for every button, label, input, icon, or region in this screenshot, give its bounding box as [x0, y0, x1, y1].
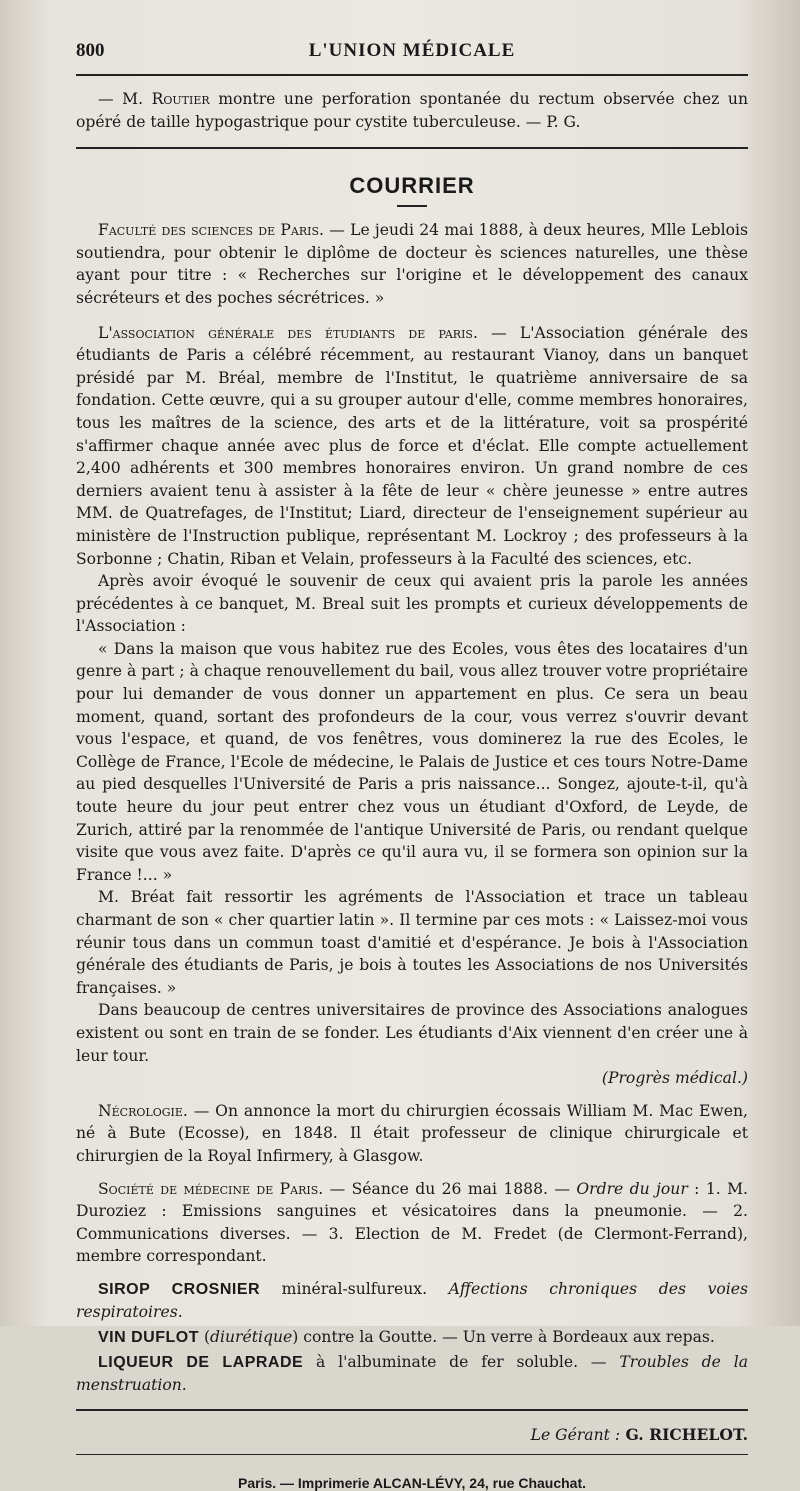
- paragraph-breal: Après avoir évoqué le souvenir de ceux qui avaient pris la parole les années précédentes à ce banquet, M. Breal suit les prompts et curieux développements de l'Association :: [76, 572, 748, 636]
- paragraph-societe: Société de médecine de Paris. — Séance du 26 mai 1888. — Ordre du jour : 1. M. Duroziez : Emissions sanguines et vésicatoires dans la pneumonie. — 2. Communications diverses. — 3. Election de M. Fredet (de Clermont-Ferrand), membre correspondant.: [76, 1179, 749, 1266]
- gerant-signature: Le Gérant : G. RICHELOT.: [530, 1424, 748, 1444]
- section-divider: [76, 147, 748, 149]
- paragraph-association: L'association générale des étudiants de paris. — L'Association générale des étudiants de Paris a célébré récemment, au restaurant Vianoy, dans un banquet présidé par M. Bréal, membre de l'Institut, le quatrième anniversaire de sa fondation. Cette œuvre, qui a su grouper autour d'elle, comme membres honoraires, tous les maîtres de la science, des arts et de la littérature, voit sa prospérité s'affirmer chaque année avec plus de force et d'éclat. Elle compte actuellement 2,400 adhérents et 300 membres honoraires environ. Un grand nombre de ces derniers avaient tenu à assister à la fête de leur « chère jeunesse » entre autres MM. de Quatrefages, de l'Institut; Liard, directeur de l'enseignement supérieur au ministère de l'Instruction publique, représentant M. Lockroy ; des professeurs à la Sorbonne ; Chatin, Riban et Velain, professeurs à la Faculté des sciences, etc.: [76, 323, 748, 568]
- paragraph-toast: M. Bréat fait ressortir les agréments de l'Association et trace un tableau charmant de son « cher quartier latin ». Il termine par ces mots : « Laissez-moi vous réunir tous dans un commun toast d'amitié et d'espérance. Je bois à l'Association générale des étudiants de Paris, je bois à toutes les Associations de nos Universités françaises. »: [76, 888, 748, 997]
- paragraph-faculte: Faculté des sciences de Paris. — Le jeudi 24 mai 1888, à deux heures, Mlle Leblois soutiendra, pour obtenir le diplôme de docteur ès sciences naturelles, une thèse ayant pour titre : « Recherches sur l'origine et le développement des canaux sécréteurs et des poches sécrétrices. »: [76, 221, 749, 307]
- ad-liqueur: LIQUEUR DE LAPRADE à l'albuminate de fer soluble. — Troubles de la menstruation.: [76, 1352, 748, 1394]
- ad-vin: VIN DUFLOT (diurétique) contre la Goutte. — Un verre à Bordeaux aux repas.: [98, 1327, 715, 1346]
- journal-title: L'UNION MÉDICALE: [308, 40, 516, 61]
- paragraph-quote: « Dans la maison que vous habitez rue des Ecoles, vous êtes des locataires d'un genre à part ; à chaque renouvellement du bail, vous allez trouver votre propriétaire pour lui demander de vous donner un appartement en plus. Ce sera un beau moment, quand, sortant des profondeurs de la cour, vous verrez s'ouvrir devant vous l'espace, et quand, de vos fenêtres, vous dominerez la rue des Ecoles, le Collège de France, l'Ecole de médecine, le Palais de Justice et ces tours Notre-Dame au pied desquelles l'Université de Paris a pris naissance... Songez, ajoute-t-il, qu'à toute heure du jour peut entrer chez vous un étudiant d'Oxford, de Leyde, de Zurich, attiré par la renommée de l'antique Université de Paris, ou rendant quelque visite que vous avez faite. D'après ce qu'il aura vu, il se formera son opinion sur la France !... »: [76, 639, 748, 884]
- running-header: [76, 40, 748, 76]
- footer-rule: [76, 1454, 748, 1455]
- paragraph-province: Dans beaucoup de centres universitaires de province des Associations analogues existent ou sont en train de se fonder. Les étudiants d'Aix viennent d'en créer une à leur tour.: [76, 1001, 748, 1065]
- paragraph-necrologie: Nécrologie. — On annonce la mort du chirurgien écossais William M. Mac Ewen, né à Bute (Ecosse), en 1848. Il était professeur de clinique chirurgicale et chirurgien de la Royal Infirmery, à Glasgow.: [76, 1101, 748, 1165]
- intro-paragraph: — M. Routier montre une perforation spontanée du rectum observée chez un opéré de taille hypogastrique pour cystite tuberculeuse. — P. G.: [76, 90, 748, 131]
- title-dash: [397, 205, 427, 207]
- ad-sirop: SIROP CROSNIER minéral-sulfureux. Affections chroniques des voies respiratoires.: [76, 1279, 748, 1321]
- footer-divider: [76, 1409, 748, 1411]
- page-number: 800: [76, 40, 105, 61]
- printer-imprint: Paris. — Imprimerie ALCAN-LÉVY, 24, rue Chauchat.: [237, 1474, 587, 1491]
- section-title: COURRIER: [349, 173, 475, 199]
- advertisements: [76, 1278, 748, 1397]
- source-citation: (Progrès médical.): [601, 1069, 748, 1088]
